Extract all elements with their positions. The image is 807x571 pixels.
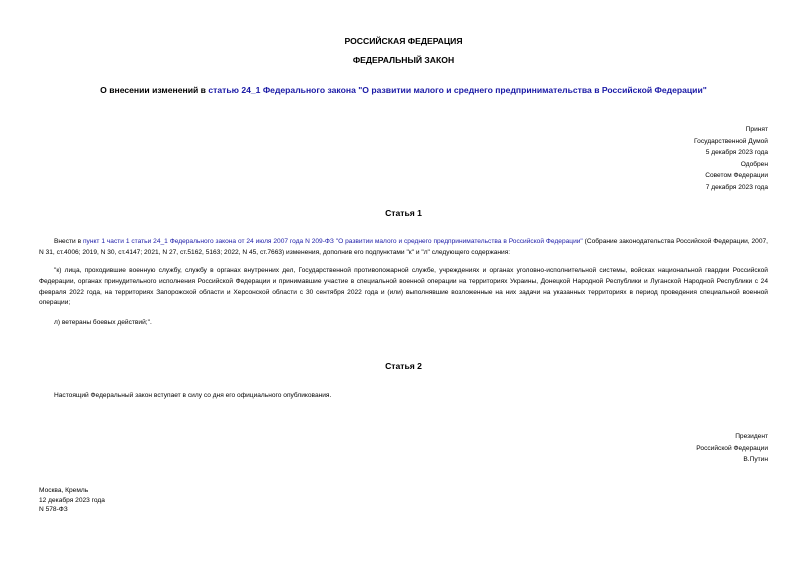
adoption-approved-date: 7 декабря 2023 года bbox=[705, 183, 768, 191]
adoption-approved-by: Советом Федерации bbox=[705, 172, 768, 180]
article1-paragraph-1 bbox=[39, 237, 768, 259]
footer-block bbox=[39, 486, 105, 515]
footer-place: Москва, Кремль bbox=[39, 487, 89, 494]
adoption-accepted-date: 5 декабря 2023 года bbox=[705, 149, 768, 157]
signature-position: Президент bbox=[735, 433, 768, 440]
article1-heading: Статья 1 bbox=[385, 208, 422, 218]
signature-name: В.Путин bbox=[743, 456, 768, 464]
signature-country: Российской Федерации bbox=[696, 444, 768, 452]
footer-date: 12 декабря 2023 года bbox=[39, 496, 105, 504]
article1-paragraph-3: л) ветераны боевых действий;". bbox=[54, 319, 152, 326]
country-heading: РОССИЙСКАЯ ФЕДЕРАЦИЯ bbox=[344, 36, 463, 46]
law-title-link[interactable]: статью 24_1 Федерального закона "О развитии малого и среднего предпринимательства в Российской Федерации" bbox=[208, 85, 707, 95]
article1-p1-prefix: Внести в bbox=[54, 238, 83, 245]
article1-p1-link[interactable]: пункт 1 части 1 статьи 24_1 Федерального закона от 24 июля 2007 года N 209-ФЗ "О развитии малого и среднего предпринимательства в Российской Федерации" bbox=[82, 238, 583, 245]
article2-heading: Статья 2 bbox=[385, 361, 422, 371]
law-type-heading: ФЕДЕРАЛЬНЫЙ ЗАКОН bbox=[352, 55, 455, 65]
article1-paragraph-2: "к) лица, проходившие военную службу, службу в органах внутренних дел, Государственной противопожарной службе, учреждениях и органах уголовно-исполнительной системы, войсках национальной гвардии Российской Федерации, органах принудительного исполнения Российской Федерации и принимавшие участие в специальной военной операции на территориях Украины, Донецкой Народной Республики и Луганской Народной Республики с 24 февраля 2022 года, на территориях Запорожской области и Херсонской области с 30 сентября 2022 года и (или) выполнявшие возложенные на них задачи на указанных территориях в период проведения специальной военной операции; bbox=[39, 267, 768, 307]
law-title-prefix: О внесении изменений в bbox=[100, 85, 209, 95]
article1-p1-suffix: (Собрание законодательства Российской Федерации, 2007, N 31, ст.4006; 2019, N 30, ст.4147; 2021, N 27, ст.5162, 5163; 2022, N 45, ст.7663) изменения, дополнив его подпунктами "к" и "л" следующего содержания: bbox=[39, 238, 769, 256]
adoption-accepted-by: Государственной Думой bbox=[694, 137, 768, 145]
adoption-approved: Одобрен bbox=[740, 160, 768, 168]
signature-block bbox=[696, 431, 768, 466]
law-title bbox=[20, 85, 787, 96]
adoption-block bbox=[694, 124, 768, 194]
footer-number: N 578-ФЗ bbox=[39, 506, 68, 514]
adoption-accepted: Принят bbox=[745, 126, 768, 133]
article2-paragraph-1: Настоящий Федеральный закон вступает в силу со дня его официального опубликования. bbox=[54, 392, 332, 399]
